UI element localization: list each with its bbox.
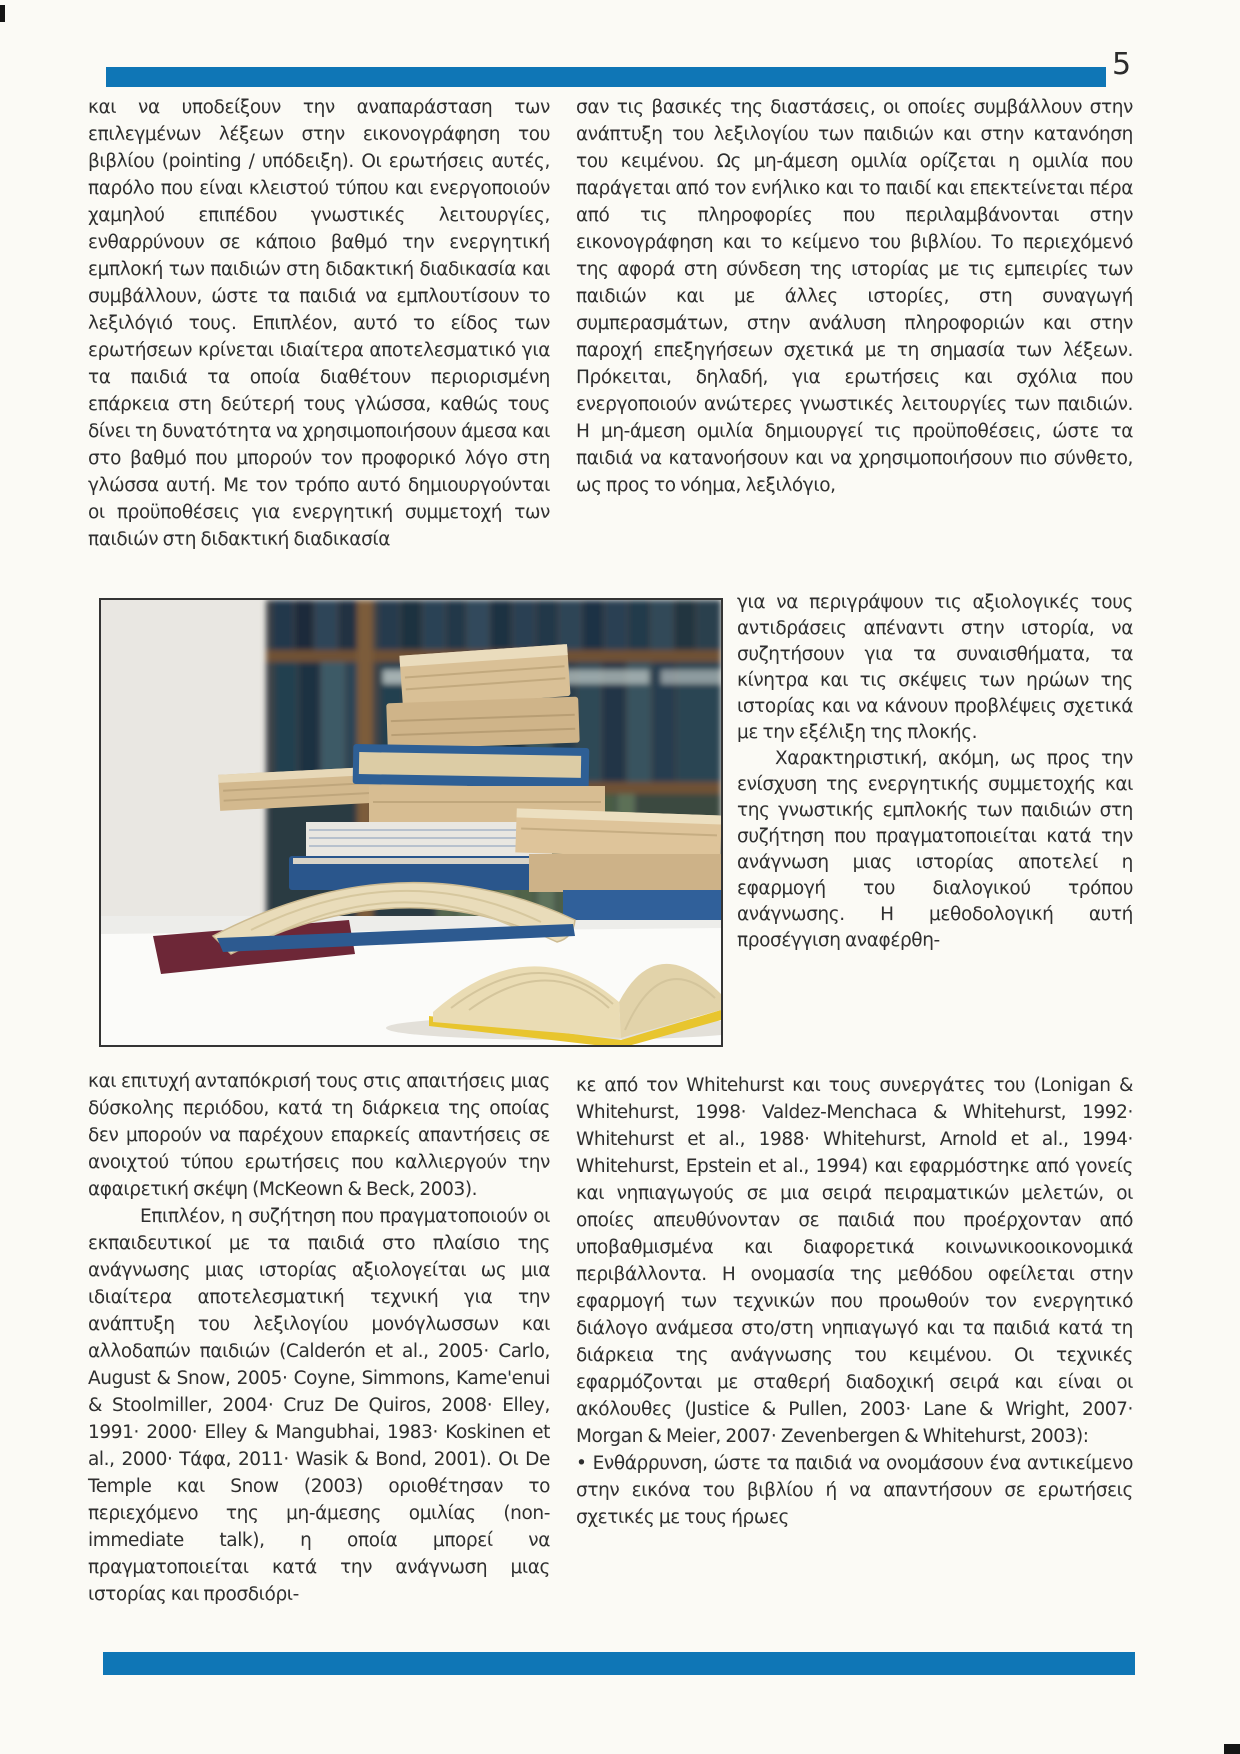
books-photo xyxy=(99,598,723,1047)
paragraph: Επιπλέον, η συζήτηση που πραγματοποιούν οι εκπαιδευτικοί με τα παιδιά στο πλαίσιο της ανάγνωσης μιας ιστορίας αξιολογείται ως μια ιδιαίτερα αποτελεσματική τεχνική για την ανάπτυξη του λεξιλογίου μονόγλωσσων και αλλοδαπών παιδιών (Calderón et al., 2005· Carlo, August & Snow, 2005· Coyne, Simmons, Kame'enui & Stoolmiller, 2004· Cruz De Quiros, 2008· Elley, 1991· 2000· Elley & Mangubhai, 1983· Koskinen et al., 2000· Τάφα, 2011· Wasik & Bond, 2001). Οι De Temple και Snow (2003) οριοθέτησαν το περιεχόμενο της μη-άμεσης ομιλίας (non-immediate talk), η οποία μπορεί να πραγματοποιείται κατά την ανάγνωση μιας ιστορίας και προσδιόρι- xyxy=(88,1206,550,1605)
paragraph: και να υποδείξουν την αναπαράσταση των επιλεγμένων λέξεων στην εικονογράφηση του βιβλίου (pointing / υπόδειξη). Οι ερωτήσεις αυτές, παρόλο που είναι κλειστού τύπου και ενεργοποιούν χαμηλού επιπέδου γνωστικές λειτουργίες, ενθαρρύνουν σε κάποιο βαθμό την ενεργητική εμπλοκή των παιδιών στη διδακτική διαδικασία και συμβάλλουν, ώστε τα παιδιά να εμπλουτίσουν το λεξιλόγιό τους. Επιπλέον, αυτό το είδος των ερωτήσεων κρίνεται ιδιαίτερα αποτελεσματικό για τα παιδιά τα οποία διαθέτουν περιορισμένη επάρκεια στη δεύτερή τους γλώσσα, καθώς τους δίνει τη δυνατότητα να χρησιμοποιήσουν άμεσα και στο βαθμό που μπορούν τον προφορικό λόγο στη γλώσσα αυτή. Με τον τρόπο αυτό δημιουργούνται οι προϋποθέσεις για ενεργητική συμμετοχή των παιδιών στη διδακτική διαδικασία xyxy=(88,97,550,550)
right-column-bottom xyxy=(576,1072,1133,1531)
right-column-beside-photo xyxy=(737,590,1133,954)
left-column-top xyxy=(88,94,550,553)
scan-artifact xyxy=(0,5,5,22)
crop-mark xyxy=(1224,1744,1240,1754)
left-column-bottom xyxy=(88,1068,550,1608)
footer-bar xyxy=(103,1652,1135,1675)
right-column-top xyxy=(576,94,1133,499)
page-number: 5 xyxy=(1112,47,1132,82)
paragraph: για να περιγράψουν τις αξιολογικές τους αντιδράσεις απέναντι στην ιστορία, να συζητήσουν για τα συναισθήματα, τα κίνητρα και τις σκέψεις των ηρώων της ιστορίας και να κάνουν προβλέψεις σχετικά με την εξέλιξη της πλοκής. xyxy=(737,592,1133,743)
books-photo-illustration xyxy=(101,600,721,1045)
bullet-item: • Ενθάρρυνση, ώστε τα παιδιά να ονομάσουν ένα αντικείμενο στην εικόνα του βιβλίου ή να απαντήσουν σε ερωτήσεις σχετικές με τους ήρωες xyxy=(576,1453,1133,1528)
header-bar xyxy=(106,67,1106,87)
paragraph: σαν τις βασικές της διαστάσεις, οι οποίες συμβάλλουν στην ανάπτυξη του λεξιλογίου των παιδιών και στην κατανόηση του κειμένου. Ως μη-άμεση ομιλία ορίζεται η ομιλία που παράγεται από τον ενήλικο και το παιδί και επεκτείνεται πέρα από τις πληροφορίες που περιλαμβάνονται στην εικονογράφηση και το κείμενο του βιβλίου. Το περιεχόμενό της αφορά στη σύνδεση της ιστορίας με τις εμπειρίες των παιδιών και με άλλες ιστορίες, στη συναγωγή συμπερασμάτων, στην ανάλυση πληροφοριών και στην παροχή επεξηγήσεων σχετικά με τη σημασία των λέξεων. Πρόκειται, δηλαδή, για ερωτήσεις και σχόλια που ενεργοποιούν ανώτερες γνωστικές λειτουργίες των παιδιών. Η μη-άμεση ομιλία δημιουργεί τις προϋποθέσεις, ώστε τα παιδιά να κατανοήσουν και να χρησιμοποιήσουν πιο σύνθετο, ως προς το νόημα, λεξιλόγιο, xyxy=(576,97,1133,496)
paragraph: κε από τον Whitehurst και τους συνεργάτες του (Lonigan & Whitehurst, 1998· Valdez-Menchaca & Whitehurst, 1992· Whitehurst et al., 1988· Whitehurst, Arnold et al., 1994· Whitehurst, Epstein et al., 1994) και εφαρμόστηκε από γονείς και νηπιαγωγούς σε μια σειρά πειραματικών μελετών, οι οποίες απευθύνονταν σε παιδιά που προέρχονταν από υποβαθμισμένα και διαφορετικά κοινωνικοοικονομικά περιβάλλοντα. Η ονομασία της μεθόδου οφείλεται στην εφαρμογή των τεχνικών που προωθούν τον ενεργητικό διάλογο ανάμεσα στο/στη νηπιαγωγό και τα παιδιά κατά τη διάρκεια της ανάγνωσης του κειμένου. Οι τεχνικές εφαρμόζονται με σταθερή διαδοχική σειρά και είναι οι ακόλουθες (Justice & Pullen, 2003· Lane & Wright, 2007· Morgan & Meier, 2007· Zevenbergen & Whitehurst, 2003): xyxy=(576,1075,1133,1447)
paragraph: και επιτυχή ανταπόκρισή τους στις απαιτήσεις μιας δύσκολης περιόδου, κατά τη διάρκεια της οποίας δεν μπορούν να παρέχουν επαρκείς απαντήσεις σε ανοιχτού τύπου ερωτήσεις που καλλιεργούν την αφαιρετική σκέψη (McKeown & Beck, 2003). xyxy=(88,1071,550,1200)
paragraph: Χαρακτηριστική, ακόμη, ως προς την ενίσχυση της ενεργητικής συμμετοχής και της γνωστικής εμπλοκής των παιδιών στη συζήτηση που πραγματοποιείται κατά την ανάγνωση μιας ιστορίας αποτελεί η εφαρμογή του διαλογικού τρόπου ανάγνωσης. Η μεθοδολογική αυτή προσέγγιση αναφέρθη- xyxy=(737,748,1133,951)
